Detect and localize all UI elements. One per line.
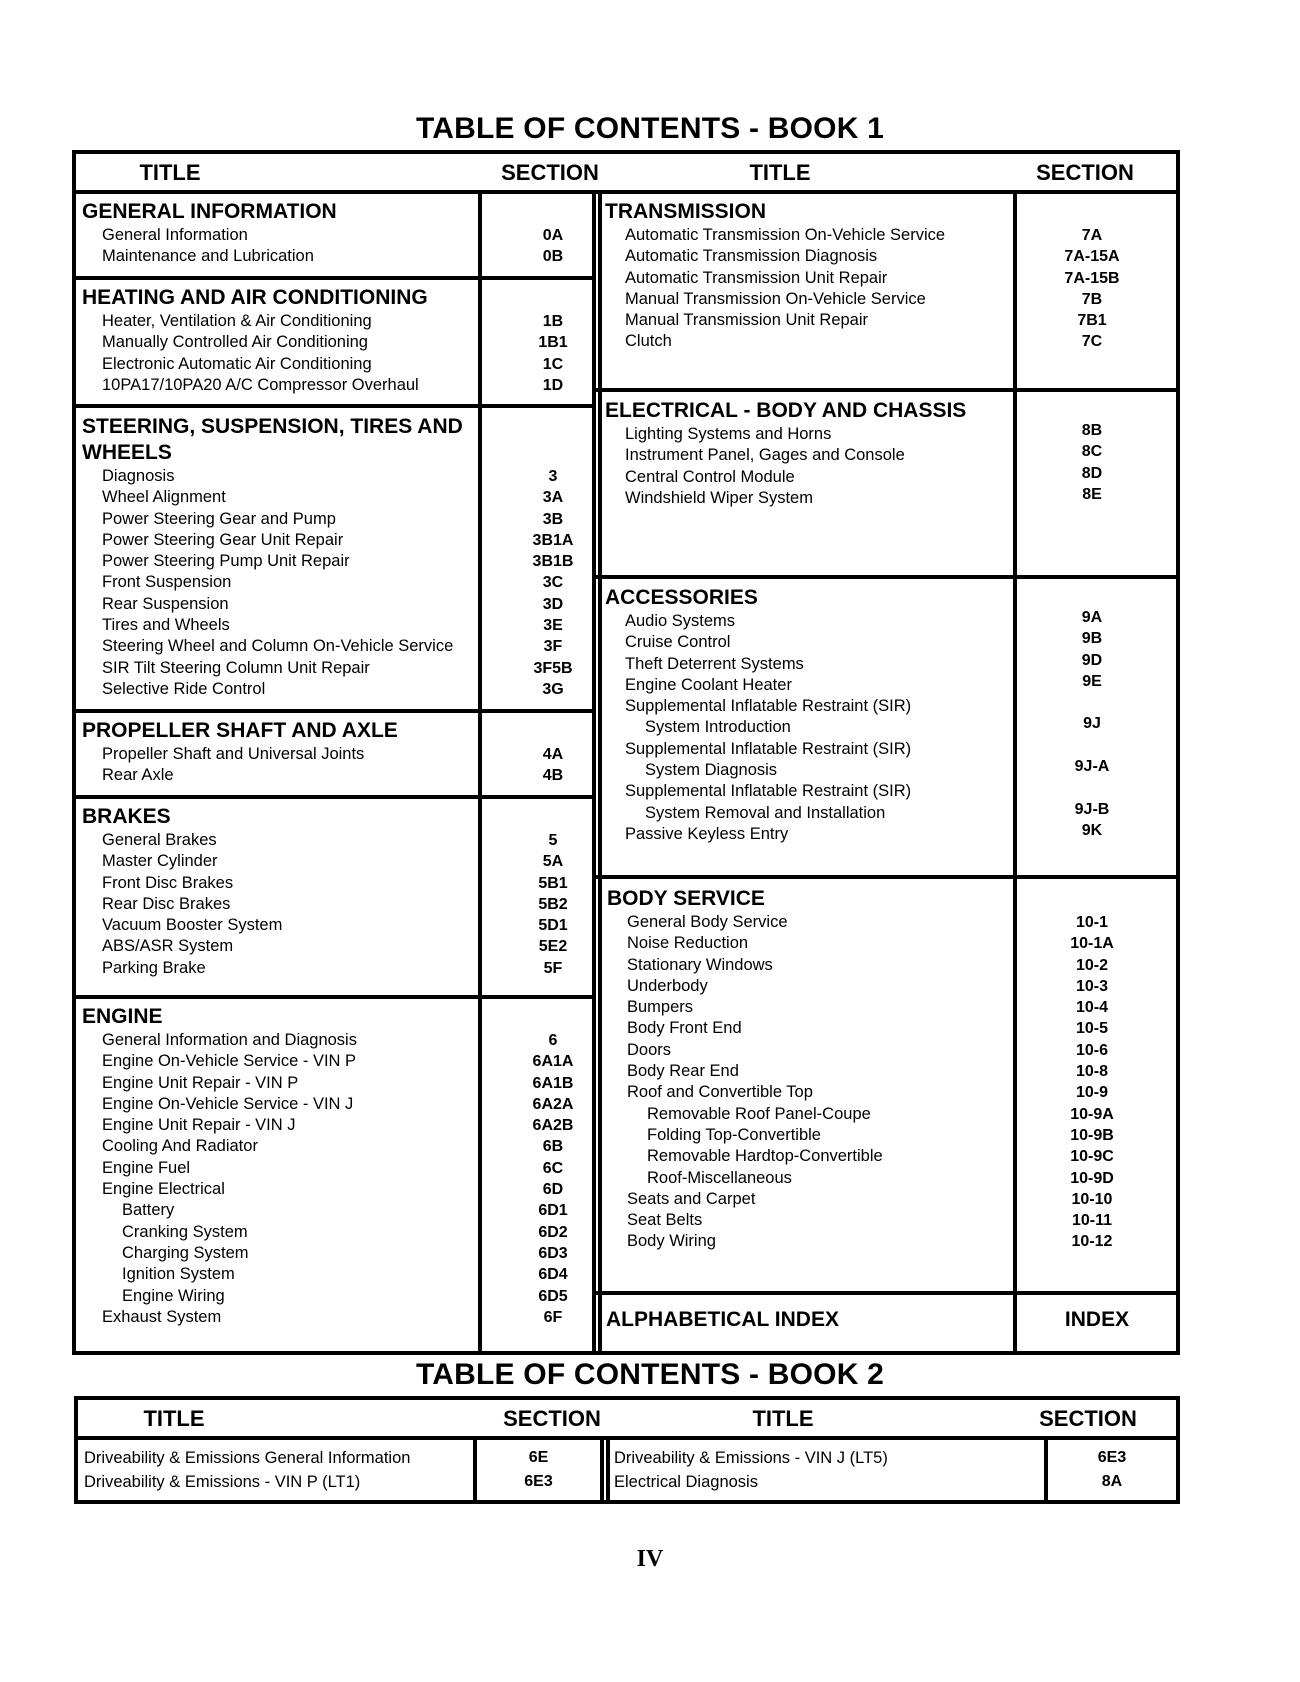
book2-row-title: Driveability & Emissions - VIN P (LT1) <box>84 1473 361 1491</box>
toc-row: Underbody 10-3 <box>627 976 1109 995</box>
book2-center-divider <box>600 1438 604 1502</box>
toc-row: Roof and Convertible Top 10-9 <box>627 1083 1109 1102</box>
toc-row: Folding Top-Convertible 10-9B <box>647 1125 1114 1144</box>
group-title-line2: WHEELS <box>82 441 172 464</box>
toc-row: Theft Deterrent Systems 9D <box>625 651 1103 673</box>
book1-right-group-divider <box>596 388 1180 392</box>
toc-row: Charging System 6D3 <box>122 1243 568 1262</box>
group-general-information <box>82 199 676 268</box>
group-accessories <box>605 585 1180 845</box>
book1-col-section-left: SECTION <box>501 160 599 185</box>
group-transmission <box>605 199 1180 353</box>
toc-row: General Information 0A <box>102 226 564 244</box>
toc-row: General Brakes 5 <box>102 831 558 849</box>
toc-row: System Diagnosis 9J-A <box>645 758 1110 780</box>
book1-heading: TABLE OF CONTENTS - BOOK 1 <box>416 112 884 145</box>
book1-col-title-right: TITLE <box>749 160 811 185</box>
toc-row: Selective Ride Control 3G <box>102 679 564 698</box>
group-body-service <box>607 886 1180 1253</box>
toc-row: Ignition System 6D4 <box>122 1265 568 1284</box>
book2-col-title-right: TITLE <box>752 1406 814 1431</box>
page-number: IV <box>636 1546 664 1572</box>
toc-row: Cruise Control 9B <box>625 630 1103 652</box>
group-title: ENGINE <box>82 1005 163 1028</box>
toc-row: Rear Disc Brakes 5B2 <box>102 894 568 913</box>
toc-row: Vacuum Booster System 5D1 <box>102 916 568 935</box>
toc-row: Maintenance and Lubrication 0B <box>102 247 564 266</box>
book2-row-title: Driveability & Emissions General Information <box>84 1449 411 1467</box>
toc-row: Battery 6D1 <box>122 1201 568 1220</box>
toc-row: Body Wiring 10-12 <box>627 1232 1113 1251</box>
toc-row: Wheel Alignment 3A <box>102 488 564 507</box>
group-title: GENERAL INFORMATION <box>82 200 337 223</box>
toc-row: Instrument Panel, Gages and Console 8C <box>625 443 1103 465</box>
toc-row: Steering Wheel and Column On-Vehicle Service 3F <box>102 637 563 656</box>
toc-row: Central Control Module 8D <box>625 464 1103 486</box>
toc-row: Automatic Transmission On-Vehicle Service 7A <box>625 226 1103 244</box>
toc-row: Exhaust System 6F <box>102 1307 563 1326</box>
book2-center-divider-2 <box>606 1438 610 1502</box>
toc-row: SIR Tilt Steering Column Unit Repair 3F5B <box>102 658 573 677</box>
book2-col-title-left: TITLE <box>143 1406 205 1431</box>
toc-row: Removable Roof Panel-Coupe 10-9A <box>647 1104 1114 1123</box>
alphabetical-index-section: INDEX <box>1064 1308 1130 1331</box>
toc-row: General Information and Diagnosis 6 <box>102 1031 558 1049</box>
toc-row: Body Rear End 10-8 <box>627 1062 1109 1081</box>
toc-row: Power Steering Gear Unit Repair 3B1A <box>102 530 574 549</box>
toc-row: Clutch 7C <box>625 332 1103 351</box>
toc-row: Doors 10-6 <box>627 1040 1109 1059</box>
group-title: STEERING, SUSPENSION, TIRES AND <box>82 415 463 438</box>
book1-right-group-divider <box>596 1291 1180 1295</box>
group-title: ACCESSORIES <box>605 586 758 609</box>
toc-row: Bumpers 10-4 <box>627 998 1109 1017</box>
toc-row: Manual Transmission Unit Repair 7B1 <box>625 311 1107 330</box>
toc-row: Automatic Transmission Unit Repair 7A-15B <box>625 268 1120 287</box>
book1-right-group-divider <box>596 875 1180 879</box>
group-title: ELECTRICAL - BODY AND CHASSIS <box>605 399 967 422</box>
group-steering-suspension <box>82 414 676 700</box>
toc-row: System Removal and Installation 9J-B <box>645 800 1110 822</box>
toc-row: Supplemental Inflatable Restraint (SIR) <box>625 782 912 801</box>
toc-row: Electronic Automatic Air Conditioning 1C <box>102 354 564 373</box>
toc-row: Seats and Carpet 10-10 <box>627 1189 1113 1208</box>
toc-row: Audio Systems 9A <box>625 609 1103 630</box>
toc-row: Engine On-Vehicle Service - VIN J 6A2A <box>102 1094 574 1113</box>
toc-row: Front Disc Brakes 5B1 <box>102 873 568 892</box>
book1-left-group-divider <box>72 995 596 999</box>
toc-row: Engine Electrical 6D <box>102 1180 564 1199</box>
toc-row: Master Cylinder 5A <box>102 852 564 871</box>
book2-col-section-right: SECTION <box>1039 1406 1137 1431</box>
toc-row: Windshield Wiper System 8E <box>625 485 1102 507</box>
book2-row-section: 8A <box>1101 1473 1123 1490</box>
toc-row: General Body Service 10-1 <box>627 913 1109 931</box>
group-propeller-shaft-and-axle <box>82 718 676 787</box>
toc-row: Front Suspension 3C <box>102 573 564 592</box>
toc-row: 10PA17/10PA20 A/C Compressor Overhaul 1D <box>102 375 564 394</box>
toc-row: Supplemental Inflatable Restraint (SIR) <box>625 739 912 758</box>
group-heating-and-air-conditioning <box>82 285 676 396</box>
toc-row: Engine On-Vehicle Service - VIN P 6A1A <box>102 1052 574 1071</box>
toc-row: Supplemental Inflatable Restraint (SIR) <box>625 697 912 716</box>
toc-row: Engine Coolant Heater 9E <box>625 672 1102 694</box>
group-title: BRAKES <box>82 805 171 828</box>
group-engine <box>82 1004 676 1328</box>
group-title: TRANSMISSION <box>605 200 767 223</box>
group-title: PROPELLER SHAFT AND AXLE <box>82 719 398 742</box>
book1-col-section-right: SECTION <box>1036 160 1134 185</box>
toc-row: Roof-Miscellaneous 10-9D <box>647 1168 1114 1187</box>
book1-right-group-divider <box>596 575 1180 579</box>
toc-row: Power Steering Pump Unit Repair 3B1B <box>102 552 574 571</box>
book2-row-section: 6E3 <box>1097 1449 1127 1466</box>
book1-left-group-divider <box>72 795 596 799</box>
toc-row: Stationary Windows 10-2 <box>627 955 1109 974</box>
book1-col-title-left: TITLE <box>139 160 201 185</box>
toc-row: Engine Unit Repair - VIN P 6A1B <box>102 1073 574 1092</box>
toc-row: Power Steering Gear and Pump 3B <box>102 509 564 528</box>
group-electrical-body-and-chassis <box>605 398 1180 509</box>
toc-row: Automatic Transmission Diagnosis 7A-15A <box>625 247 1120 266</box>
toc-row: Cranking System 6D2 <box>122 1222 568 1241</box>
book1-left-group-divider <box>72 404 596 408</box>
toc-row: Heater, Ventilation & Air Conditioning 1B <box>102 312 564 330</box>
book1-left-group-divider <box>72 709 596 713</box>
toc-row: Lighting Systems and Horns 8B <box>625 422 1103 443</box>
toc-row: Engine Fuel 6C <box>102 1158 564 1177</box>
alphabetical-index-title: ALPHABETICAL INDEX <box>606 1308 839 1331</box>
toc-row: Removable Hardtop-Convertible 10-9C <box>647 1147 1114 1166</box>
toc-row: Body Front End 10-5 <box>627 1019 1109 1038</box>
toc-row: Engine Unit Repair - VIN J 6A2B <box>102 1116 574 1135</box>
book2-row-title: Driveability & Emissions - VIN J (LT5) <box>614 1449 888 1467</box>
group-title: HEATING AND AIR CONDITIONING <box>82 286 428 309</box>
book2-heading: TABLE OF CONTENTS - BOOK 2 <box>416 1358 884 1391</box>
book2-row-section: 6E <box>528 1449 549 1466</box>
toc-row: ABS/ASR System 5E2 <box>102 937 568 956</box>
book2-header-divider <box>74 1436 1180 1440</box>
book1-left-group-divider <box>72 276 596 280</box>
toc-row: Manual Transmission On-Vehicle Service 7B <box>625 289 1103 308</box>
toc-row: Cooling And Radiator 6B <box>102 1137 564 1156</box>
toc-row: Passive Keyless Entry 9K <box>625 821 1103 843</box>
toc-row: Seat Belts 10-11 <box>627 1211 1113 1230</box>
toc-row: Manually Controlled Air Conditioning 1B1 <box>102 333 568 352</box>
toc-row: Diagnosis 3 <box>102 467 558 485</box>
toc-row: Propeller Shaft and Universal Joints 4A <box>102 745 564 763</box>
group-title: BODY SERVICE <box>607 887 765 910</box>
book2-row-section: 6E3 <box>524 1473 553 1490</box>
toc-row: Noise Reduction 10-1A <box>627 934 1114 953</box>
book2-col-section-left: SECTION <box>503 1406 601 1431</box>
toc-row: Rear Suspension 3D <box>102 594 564 613</box>
group-brakes <box>82 804 676 979</box>
toc-row: Parking Brake 5F <box>102 958 563 977</box>
toc-row: Tires and Wheels 3E <box>102 616 563 635</box>
toc-row: System Introduction 9J <box>645 715 1101 737</box>
toc-row: Rear Axle 4B <box>102 766 564 785</box>
toc-row: Engine Wiring 6D5 <box>122 1286 568 1305</box>
book2-row-title: Electrical Diagnosis <box>614 1473 758 1491</box>
